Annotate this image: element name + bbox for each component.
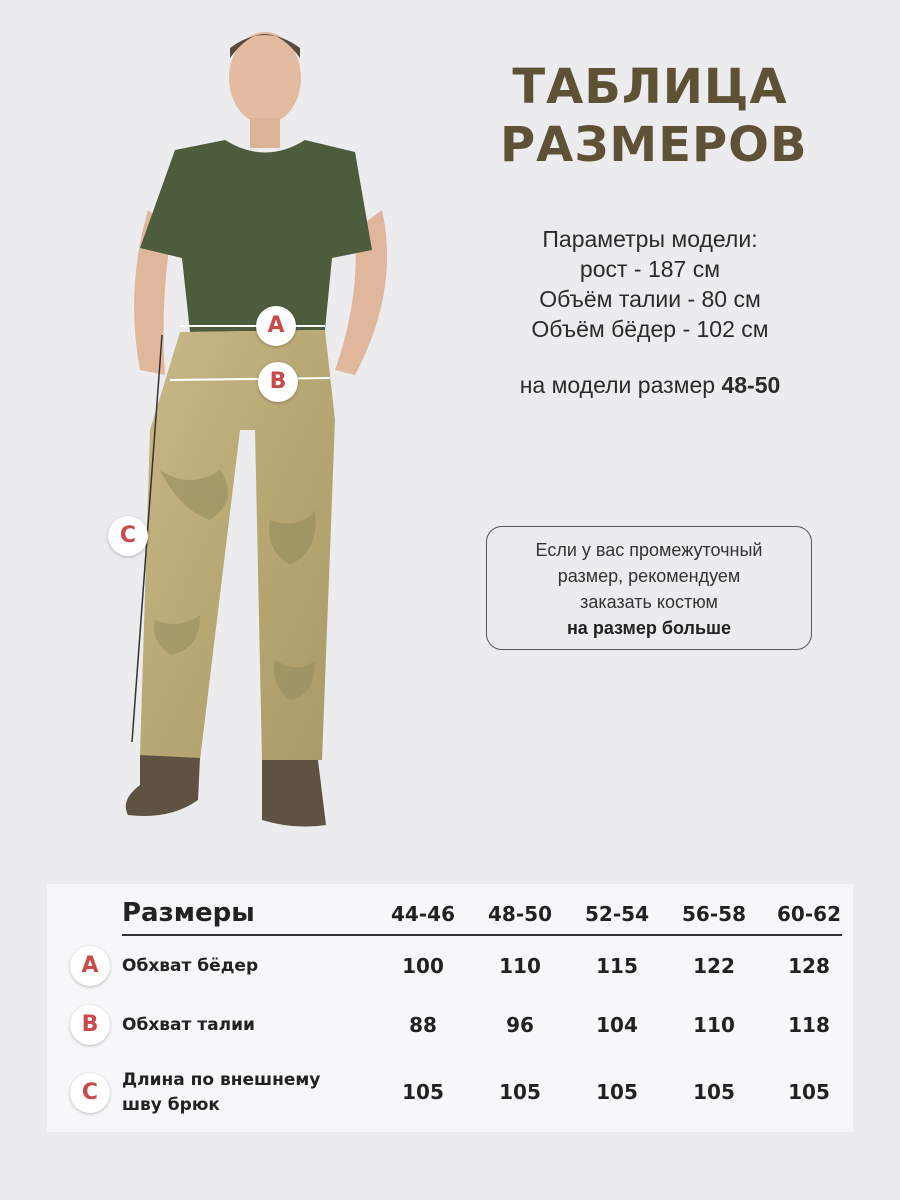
row-b-label-line-1: Обхват талии: [122, 1015, 255, 1035]
note-line-1: Если у вас промежуточный: [535, 540, 763, 560]
model-photo: [0, 0, 470, 880]
size-table-divider: [122, 934, 842, 936]
size-header-2: 48-50: [488, 902, 552, 926]
note-line-4: на размер больше: [566, 618, 732, 638]
row-b-cell-5: 118: [788, 1013, 830, 1037]
row-b-badge: B: [70, 1005, 110, 1045]
model-size-prefix: на модели размер: [519, 372, 716, 398]
row-a-cell-1: 100: [402, 954, 444, 978]
row-c-badge: C: [70, 1073, 110, 1113]
page-title: [500, 58, 808, 174]
row-c-label-line-1: Длина по внешнему: [122, 1070, 321, 1090]
row-b-cell-2: 96: [506, 1013, 534, 1037]
note-line-2: размер, рекомендуем: [557, 566, 741, 586]
size-header-3: 52-54: [585, 902, 649, 926]
model-shirt: [140, 140, 372, 332]
model-params: [480, 224, 820, 344]
row-b-cell-1: 88: [409, 1013, 437, 1037]
row-c-cell-2: 105: [499, 1080, 541, 1104]
row-a-cell-5: 128: [788, 954, 830, 978]
row-b-label: [122, 1013, 352, 1038]
row-a-cell-4: 122: [693, 954, 735, 978]
size-header-1: 44-46: [391, 902, 455, 926]
row-c-cell-3: 105: [596, 1080, 638, 1104]
marker-a: A: [256, 306, 296, 346]
row-c-label-line-2: шву брюк: [122, 1095, 220, 1115]
row-c-cell-4: 105: [693, 1080, 735, 1104]
marker-c: C: [108, 516, 148, 556]
params-hips: Объём бёдер - 102 см: [531, 316, 769, 342]
size-table-header-label: Размеры: [122, 898, 255, 928]
params-height: рост - 187 см: [579, 256, 721, 282]
size-header-5: 60-62: [777, 902, 841, 926]
params-waist: Объём талии - 80 см: [539, 286, 761, 312]
params-heading: Параметры модели:: [542, 226, 758, 252]
title-line-1: ТАБЛИЦА: [512, 59, 788, 115]
model-boot-left: [126, 755, 200, 816]
row-a-cell-3: 115: [596, 954, 638, 978]
model-size-value: 48-50: [721, 372, 781, 398]
row-a-label-line-1: Обхват бёдер: [122, 956, 259, 976]
row-c-cell-1: 105: [402, 1080, 444, 1104]
row-b-cell-3: 104: [596, 1013, 638, 1037]
recommendation-note: [486, 526, 812, 650]
row-c-label: [122, 1068, 352, 1118]
title-line-2: РАЗМЕРОВ: [500, 117, 808, 173]
model-size-info: [480, 372, 820, 399]
size-header-4: 56-58: [682, 902, 746, 926]
row-a-label: [122, 954, 352, 979]
marker-b: B: [258, 362, 298, 402]
row-a-cell-2: 110: [499, 954, 541, 978]
row-c-cell-5: 105: [788, 1080, 830, 1104]
note-line-3: заказать костюм: [580, 592, 718, 612]
row-a-badge: A: [70, 946, 110, 986]
row-b-cell-4: 110: [693, 1013, 735, 1037]
model-boot-right: [262, 760, 326, 827]
